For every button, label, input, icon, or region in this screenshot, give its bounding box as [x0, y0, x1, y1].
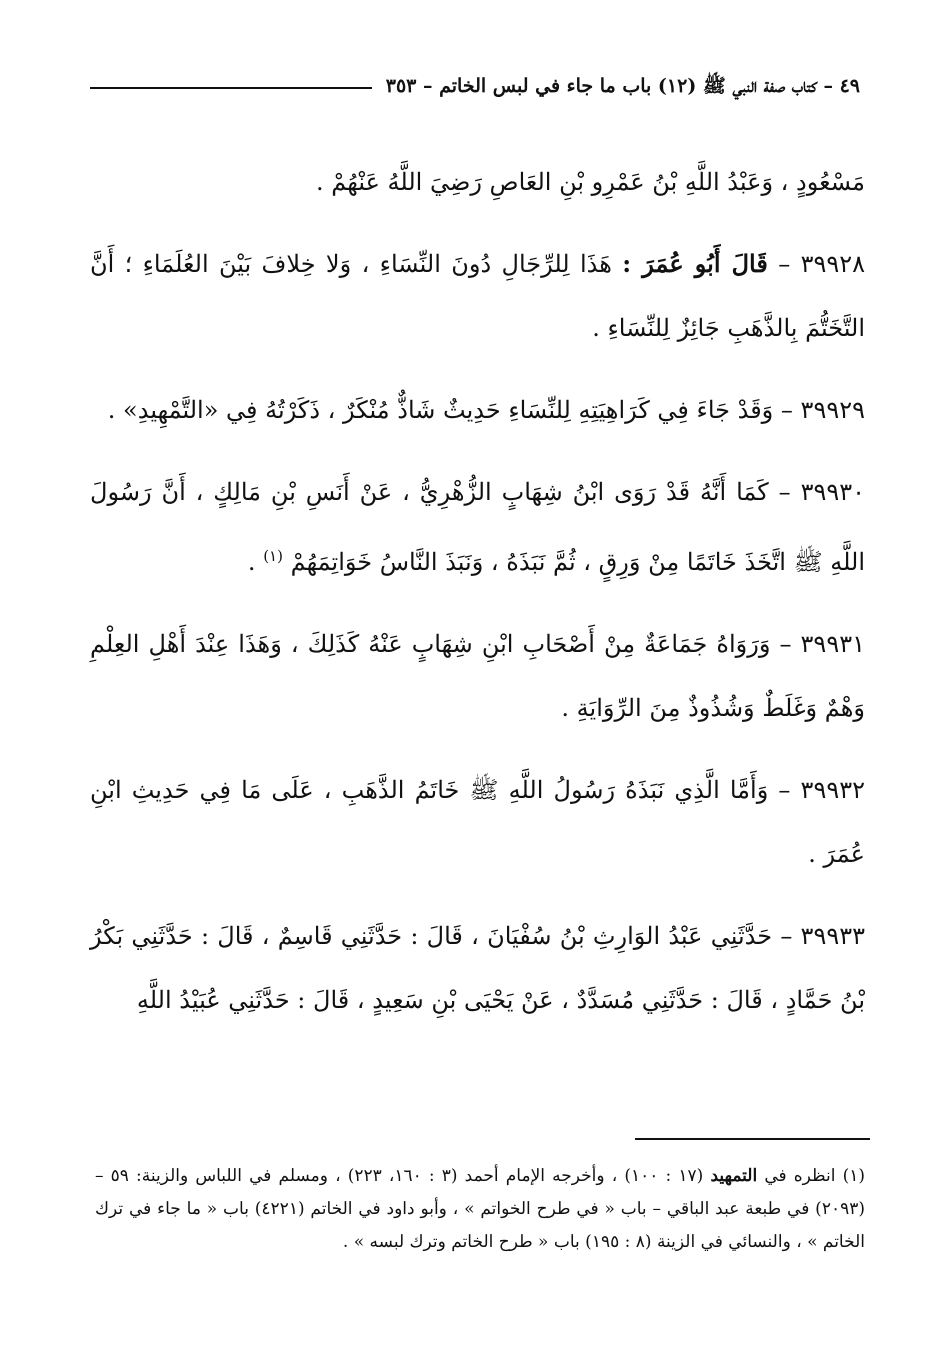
paragraph-39930 — [90, 460, 865, 594]
paragraph-text: وَأَمَّا الَّذِي نَبَذَهُ رَسُولُ اللَّهِ ﷺ خَاتَمُ الذَّهَبِ ، عَلَى مَا فِي حَدِيثِ ابْنِ عُمَرَ . — [90, 776, 865, 868]
paragraph-39929 — [90, 378, 865, 442]
footnotes — [95, 1160, 865, 1259]
footnote-source-title: التمهيد — [710, 1166, 758, 1186]
paragraph-text: حَدَّثَنِي عَبْدُ الوَارِثِ بْنُ سُفْيَانَ ، قَالَ : حَدَّثَنِي قَاسِمٌ ، قَالَ : حَدَّثَنِي بَكْرُ بْنُ حَمَّادٍ ، قَالَ : حَدَّثَنِي مُسَدَّدٌ ، عَنْ يَحْيَى بْنِ سَعِيدٍ ، قَالَ : حَدَّثَنِي عُبَيْدُ اللَّهِ — [90, 922, 865, 1014]
paragraph-tail: . — [247, 548, 256, 576]
speaker-label: قَالَ أَبُو عُمَرَ : — [622, 249, 768, 278]
paragraph-number: ٣٩٩٣١ – — [779, 630, 865, 658]
paragraph-continuation — [90, 150, 865, 214]
paragraph-text: وَرَوَاهُ جَمَاعَةٌ مِنْ أَصْحَابِ ابْنِ شِهَابٍ عَنْهُ كَذَلِكَ ، وَهَذَا عِنْدَ أَهْلِ العِلْمِ وَهْمٌ وَغَلَطٌ وَشُذُوذٌ مِنَ الرِّوَايَةِ . — [90, 630, 865, 722]
footnote-text: (١٧ : ١٠٠) ، وأخرجه الإمام أحمد (٣ : ١٦٠، ٢٢٣) ، ومسلم في اللباس والزينة: ٥٩ – (٢٠٩٣) في طبعة عبد الباقي – باب « في طرح الخواتم » ، وأبو داود في الخاتم (٤٢٢١) باب « ما جاء في ترك الخاتم » ، والنسائي في الزينة (٨ : ١٩٥) باب « طرح الخاتم وترك لبسه » . — [95, 1166, 865, 1252]
paragraph-39933 — [90, 904, 865, 1032]
paragraph-text: وَقَدْ جَاءَ فِي كَرَاهِيَتِهِ لِلنِّسَاءِ حَدِيثٌ شَاذٌّ مُنْكَرٌ ، ذَكَرْتُهُ فِي «التَّمْهِيدِ» . — [107, 396, 774, 424]
paragraph-text: مَسْعُودٍ ، وَعَبْدُ اللَّهِ بْنُ عَمْرِو بْنِ العَاصِ رَضِيَ اللَّهُ عَنْهُمْ . — [316, 168, 865, 196]
running-head-rule — [90, 87, 372, 89]
footnote-separator — [635, 1138, 870, 1140]
running-head — [90, 70, 860, 106]
paragraph-text: كَمَا أَنَّهُ قَدْ رَوَى ابْنُ شِهَابٍ الزُّهْرِيُّ ، عَنْ أَنَسِ بْنِ مَالِكٍ ، أَنَّ رَسُولَ اللَّهِ ﷺ اتَّخَذَ خَاتَمًا مِنْ وَرِقٍ ، ثُمَّ نَبَذَهُ ، وَنَبَذَ النَّاسُ خَوَاتِمَهُمْ — [90, 478, 865, 576]
paragraph-number: ٣٩٩٢٨ – — [778, 250, 866, 278]
paragraph-number: ٣٩٩٣٢ – — [778, 776, 865, 804]
paragraph-text: هَذَا لِلرِّجَالِ دُونَ النِّسَاءِ ، وَلا خِلافَ بَيْنَ العُلَمَاءِ ؛ أَنَّ التَّخَتُّمَ بِالذَّهَبِ جَائِزٌ لِلنِّسَاءِ . — [90, 250, 865, 342]
paragraph-39928 — [90, 232, 865, 360]
paragraph-39932 — [90, 758, 865, 886]
paragraph-number: ٣٩٩٢٩ – — [780, 396, 865, 424]
footnote-1 — [95, 1160, 865, 1259]
paragraph-number: ٣٩٩٣٣ – — [780, 922, 865, 950]
footnote-reference[interactable]: (١) — [263, 547, 283, 565]
paragraph-number: ٣٩٩٣٠ – — [778, 478, 866, 506]
footnote-pre: انظره في — [764, 1166, 836, 1186]
paragraph-39931 — [90, 612, 865, 740]
running-head-text: ٤٩ – كتاب صفة النبي ﷺ (١٢) باب ما جاء في لبس الخاتم – ٣٥٣ — [385, 75, 860, 97]
footnote-marker: (١) — [842, 1166, 866, 1186]
body-text — [90, 150, 865, 1032]
